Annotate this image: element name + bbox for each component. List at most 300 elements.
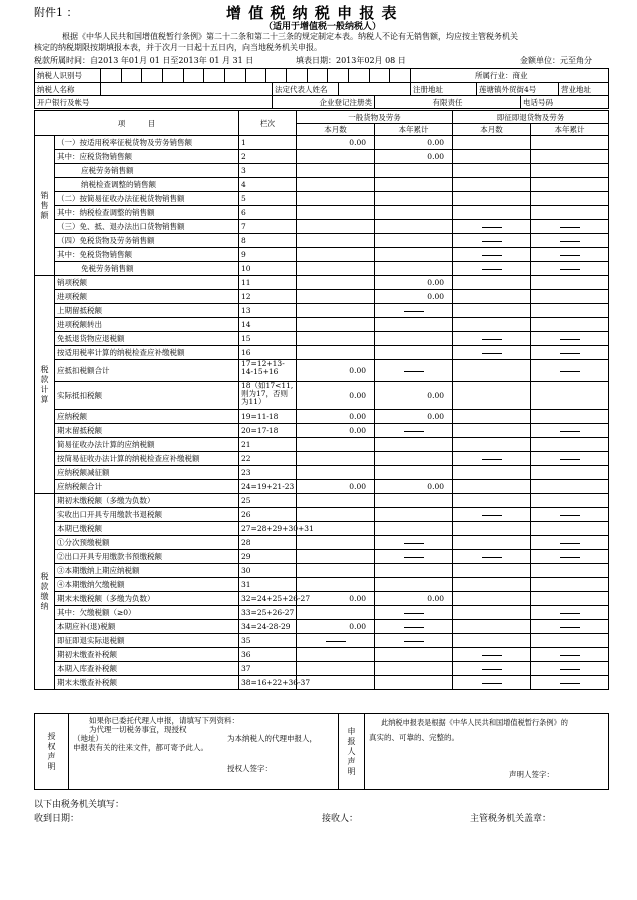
- row-column-number: 3: [239, 164, 297, 178]
- table-row: [35, 452, 609, 466]
- general-month-cell[interactable]: [297, 206, 375, 220]
- row-item-label: 期初未缴税额（多缴为负数）: [55, 494, 239, 508]
- instant-month-cell[interactable]: [453, 480, 531, 494]
- general-year-cell[interactable]: [375, 620, 453, 634]
- receiver-label: 接收人：: [322, 814, 359, 824]
- general-year-cell[interactable]: [375, 522, 453, 536]
- instant-year-cell[interactable]: [531, 136, 609, 150]
- tax-office-seal-label: 主管税务机关盖章：: [470, 814, 552, 824]
- table-row: [35, 676, 609, 690]
- general-month-cell[interactable]: [297, 318, 375, 332]
- row-item-label: 本期已缴税额: [55, 522, 239, 536]
- instant-month-cell[interactable]: [453, 424, 531, 438]
- fill-date: 填表日期：2013年02月 08 日: [296, 56, 406, 65]
- table-row: [35, 606, 609, 620]
- row-item-label: 其中：欠缴税额（≥0）: [55, 606, 239, 620]
- row-column-number: 8: [239, 234, 297, 248]
- row-column-number: 15: [239, 332, 297, 346]
- general-month-cell[interactable]: [297, 304, 375, 318]
- row-item-label: 免税劳务销售额: [55, 262, 239, 276]
- instant-year-cell[interactable]: [531, 304, 609, 318]
- not-applicable-dash: [560, 613, 580, 614]
- table-row: [35, 304, 609, 318]
- row-item-label: 简易征收办法计算的应纳税额: [55, 438, 239, 452]
- industry-label: 所属行业：商业: [411, 69, 609, 83]
- row-item-label: ①分次预缴税额: [55, 536, 239, 550]
- not-applicable-dash: [482, 269, 502, 270]
- instant-year-cell[interactable]: [531, 606, 609, 620]
- general-month-cell[interactable]: [297, 192, 375, 206]
- instant-year-cell[interactable]: [531, 522, 609, 536]
- instant-month-cell[interactable]: [453, 332, 531, 346]
- row-column-number: 9: [239, 248, 297, 262]
- instant-month-cell[interactable]: [453, 508, 531, 522]
- instant-refund-header: 即征即退货物及劳务: [453, 111, 609, 124]
- row-column-number: 35: [239, 634, 297, 648]
- row-column-number: 34=24-28-29: [239, 620, 297, 634]
- not-applicable-dash: [560, 543, 580, 544]
- general-year-cell[interactable]: [375, 606, 453, 620]
- intro-text-line2: 核定的纳税期限按期填报本表，并于次月一日起十五日内，向当地税务机关申报。: [34, 43, 322, 52]
- general-year-cell[interactable]: 0.00: [375, 136, 453, 150]
- not-applicable-dash: [560, 557, 580, 558]
- instant-month-cell[interactable]: [453, 248, 531, 262]
- general-year-cell[interactable]: [375, 164, 453, 178]
- instant-year-cell[interactable]: [531, 508, 609, 522]
- general-month-cell[interactable]: 0.00: [297, 410, 375, 424]
- not-applicable-dash: [560, 269, 580, 270]
- general-month-cell[interactable]: [297, 466, 375, 480]
- table-row: [35, 206, 609, 220]
- table-row: [35, 276, 609, 290]
- section-tax-payment: 税款缴纳: [35, 494, 55, 690]
- not-applicable-dash: [482, 557, 502, 558]
- row-column-number: 11: [239, 276, 297, 290]
- instant-year-cell[interactable]: [531, 346, 609, 360]
- instant-month-cell[interactable]: [453, 662, 531, 676]
- general-year-cell[interactable]: [375, 564, 453, 578]
- instant-month-cell[interactable]: [453, 620, 531, 634]
- general-month-cell[interactable]: [297, 606, 375, 620]
- instant-month-cell[interactable]: [453, 318, 531, 332]
- general-year-cell[interactable]: [375, 332, 453, 346]
- table-row: [35, 522, 609, 536]
- not-applicable-dash: [482, 459, 502, 460]
- row-column-number: 33=25+26-27: [239, 606, 297, 620]
- row-column-number: 2: [239, 150, 297, 164]
- general-year-header: 本年累计: [375, 124, 453, 136]
- row-column-number: 23: [239, 466, 297, 480]
- row-item-label: 期末未缴税额（多缴为负数）: [55, 592, 239, 606]
- instant-month-cell[interactable]: [453, 536, 531, 550]
- table-row: [35, 290, 609, 304]
- general-year-cell[interactable]: [375, 360, 453, 382]
- instant-year-cell[interactable]: [531, 192, 609, 206]
- row-item-label: 实际抵扣税额: [55, 382, 239, 410]
- tax-return-table: [34, 110, 609, 690]
- instant-month-cell[interactable]: [453, 452, 531, 466]
- general-year-cell[interactable]: 0.00: [375, 382, 453, 410]
- general-year-cell[interactable]: [375, 178, 453, 192]
- not-applicable-dash: [482, 655, 502, 656]
- row-item-label: 应纳税额减征额: [55, 466, 239, 480]
- general-month-cell[interactable]: 0.00: [297, 136, 375, 150]
- general-year-cell[interactable]: 0.00: [375, 290, 453, 304]
- instant-year-cell[interactable]: [531, 410, 609, 424]
- general-year-cell[interactable]: [375, 648, 453, 662]
- instant-month-cell[interactable]: [453, 466, 531, 480]
- instant-year-cell[interactable]: [531, 262, 609, 276]
- instant-year-cell[interactable]: [531, 620, 609, 634]
- not-applicable-dash: [560, 431, 580, 432]
- tax-office-note: 以下由税务机关填写：: [34, 800, 125, 810]
- general-goods-header: 一般货物及劳务: [297, 111, 453, 124]
- not-applicable-dash: [404, 641, 424, 642]
- instant-month-cell[interactable]: [453, 606, 531, 620]
- instant-month-header: 本月数: [453, 124, 531, 136]
- table-row: [35, 262, 609, 276]
- table-row: [35, 466, 609, 480]
- not-applicable-dash: [404, 311, 424, 312]
- general-month-cell[interactable]: 0.00: [297, 592, 375, 606]
- general-year-cell[interactable]: 0.00: [375, 410, 453, 424]
- row-column-number: 20=17-18: [239, 424, 297, 438]
- table-row: [35, 410, 609, 424]
- instant-month-cell[interactable]: [453, 150, 531, 164]
- instant-month-cell[interactable]: [453, 290, 531, 304]
- general-month-cell[interactable]: [297, 248, 375, 262]
- general-month-cell[interactable]: [297, 550, 375, 564]
- general-year-cell[interactable]: [375, 346, 453, 360]
- instant-year-cell[interactable]: [531, 564, 609, 578]
- row-item-label: 应抵扣税额合计: [55, 360, 239, 382]
- row-item-label: 进项税额: [55, 290, 239, 304]
- row-column-number: 31: [239, 578, 297, 592]
- instant-month-cell[interactable]: [453, 578, 531, 592]
- general-month-cell[interactable]: [297, 332, 375, 346]
- row-item-label: （二）按简易征收办法征税货物销售额: [55, 192, 239, 206]
- instant-year-cell[interactable]: [531, 178, 609, 192]
- table-row: [35, 192, 609, 206]
- general-month-cell[interactable]: 0.00: [297, 620, 375, 634]
- row-column-number: 22: [239, 452, 297, 466]
- general-year-cell[interactable]: [375, 676, 453, 690]
- table-row: [35, 382, 609, 410]
- general-year-cell[interactable]: [375, 304, 453, 318]
- instant-year-cell[interactable]: [531, 480, 609, 494]
- row-column-number: 17=12+13-14-15+16: [239, 360, 297, 382]
- general-year-cell[interactable]: [375, 634, 453, 648]
- instant-year-cell[interactable]: [531, 276, 609, 290]
- row-item-label: 应纳税额: [55, 410, 239, 424]
- general-year-cell[interactable]: [375, 220, 453, 234]
- row-column-number: 28: [239, 536, 297, 550]
- instant-month-cell[interactable]: [453, 494, 531, 508]
- general-year-cell[interactable]: 0.00: [375, 150, 453, 164]
- declarant-signature[interactable]: 声明人签字：: [509, 770, 554, 779]
- not-applicable-dash: [560, 353, 580, 354]
- instant-month-cell[interactable]: [453, 262, 531, 276]
- not-applicable-dash: [482, 255, 502, 256]
- row-column-number: 36: [239, 648, 297, 662]
- general-year-cell[interactable]: [375, 234, 453, 248]
- general-month-cell[interactable]: [297, 494, 375, 508]
- instant-year-cell[interactable]: [531, 494, 609, 508]
- reg-address-value[interactable]: 莲塘镇外贸街4号: [477, 83, 559, 96]
- general-month-cell[interactable]: 0.00: [297, 360, 375, 382]
- instant-month-cell[interactable]: [453, 164, 531, 178]
- general-year-cell[interactable]: [375, 662, 453, 676]
- general-year-cell[interactable]: [375, 262, 453, 276]
- general-month-cell[interactable]: [297, 438, 375, 452]
- instant-month-cell[interactable]: [453, 136, 531, 150]
- instant-year-cell[interactable]: [531, 452, 609, 466]
- row-item-label: ④本期缴纳欠缴税额: [55, 578, 239, 592]
- row-item-label: 销项税额: [55, 276, 239, 290]
- taxpayer-id-label: 纳税人识别号: [35, 69, 101, 83]
- not-applicable-dash: [482, 669, 502, 670]
- instant-year-cell[interactable]: [531, 360, 609, 382]
- row-column-number: 25: [239, 494, 297, 508]
- form-subtitle: （适用于增值税一般纳税人）: [264, 22, 382, 32]
- general-year-cell[interactable]: [375, 206, 453, 220]
- instant-month-cell[interactable]: [453, 304, 531, 318]
- table-row: [35, 178, 609, 192]
- row-column-number: 6: [239, 206, 297, 220]
- instant-month-cell[interactable]: [453, 564, 531, 578]
- not-applicable-dash: [482, 227, 502, 228]
- table-row: [35, 508, 609, 522]
- instant-year-cell[interactable]: [531, 550, 609, 564]
- general-month-cell[interactable]: [297, 262, 375, 276]
- general-month-cell[interactable]: [297, 662, 375, 676]
- general-year-cell[interactable]: [375, 536, 453, 550]
- instant-month-cell[interactable]: [453, 522, 531, 536]
- instant-year-cell[interactable]: [531, 290, 609, 304]
- table-row: [35, 550, 609, 564]
- general-month-cell[interactable]: [297, 178, 375, 192]
- general-year-cell[interactable]: [375, 578, 453, 592]
- row-item-label: 纳税检查调整的销售额: [55, 178, 239, 192]
- table-row: [35, 220, 609, 234]
- table-row: [35, 536, 609, 550]
- authorizer-signature[interactable]: 授权人签字：: [227, 764, 272, 773]
- authorization-label: 授权声明: [35, 714, 69, 790]
- table-row: [35, 648, 609, 662]
- instant-year-cell[interactable]: [531, 164, 609, 178]
- row-item-label: 本期应补(退)税额: [55, 620, 239, 634]
- general-month-cell[interactable]: [297, 346, 375, 360]
- table-row: [35, 234, 609, 248]
- instant-month-cell[interactable]: [453, 676, 531, 690]
- general-year-cell[interactable]: [375, 466, 453, 480]
- row-column-number: 10: [239, 262, 297, 276]
- instant-month-cell[interactable]: [453, 648, 531, 662]
- instant-year-cell[interactable]: [531, 382, 609, 410]
- general-month-cell[interactable]: [297, 536, 375, 550]
- general-month-cell[interactable]: [297, 452, 375, 466]
- bank-account-label: 开户银行及帐号: [35, 96, 273, 109]
- not-applicable-dash: [482, 241, 502, 242]
- general-month-cell[interactable]: [297, 220, 375, 234]
- table-row: [35, 494, 609, 508]
- table-row: [35, 360, 609, 382]
- legal-rep-field[interactable]: [339, 83, 411, 96]
- instant-month-cell[interactable]: [453, 592, 531, 606]
- instant-year-cell[interactable]: [531, 466, 609, 480]
- instant-year-cell[interactable]: [531, 234, 609, 248]
- row-column-number: 29: [239, 550, 297, 564]
- instant-year-cell[interactable]: [531, 662, 609, 676]
- row-column-number: 4: [239, 178, 297, 192]
- instant-year-cell[interactable]: [531, 206, 609, 220]
- general-month-cell[interactable]: [297, 164, 375, 178]
- general-month-cell[interactable]: [297, 564, 375, 578]
- table-row: [35, 438, 609, 452]
- general-year-cell[interactable]: [375, 438, 453, 452]
- general-month-cell[interactable]: 0.00: [297, 424, 375, 438]
- instant-month-cell[interactable]: [453, 634, 531, 648]
- row-column-number: 38=16+22+36-37: [239, 676, 297, 690]
- instant-month-cell[interactable]: [453, 382, 531, 410]
- general-month-cell[interactable]: 0.00: [297, 480, 375, 494]
- not-applicable-dash: [404, 543, 424, 544]
- row-item-label: 本期入库查补税额: [55, 662, 239, 676]
- general-year-cell[interactable]: [375, 550, 453, 564]
- table-row: [35, 150, 609, 164]
- general-month-cell[interactable]: [297, 648, 375, 662]
- instant-year-cell[interactable]: [531, 438, 609, 452]
- row-item-label: 进项税额转出: [55, 318, 239, 332]
- not-applicable-dash: [326, 641, 346, 642]
- declaration-line2: 真实的、可靠的、完整的。: [369, 733, 459, 742]
- instant-year-cell[interactable]: [531, 634, 609, 648]
- instant-year-cell[interactable]: [531, 248, 609, 262]
- not-applicable-dash: [560, 627, 580, 628]
- row-item-label: 期初未缴查补税额: [55, 648, 239, 662]
- general-month-cell[interactable]: [297, 150, 375, 164]
- row-item-label: 其中：纳税检查调整的销售额: [55, 206, 239, 220]
- not-applicable-dash: [560, 669, 580, 670]
- row-item-label: 期末未缴查补税额: [55, 676, 239, 690]
- declaration-table: [34, 713, 609, 790]
- general-month-cell[interactable]: [297, 634, 375, 648]
- row-column-number: 7: [239, 220, 297, 234]
- reg-type-label: 企业登记注册类: [273, 96, 375, 109]
- item-header: 项 目: [35, 111, 239, 136]
- instant-year-cell[interactable]: [531, 592, 609, 606]
- instant-year-cell[interactable]: [531, 424, 609, 438]
- general-year-cell[interactable]: [375, 424, 453, 438]
- taxpayer-name-field[interactable]: [101, 83, 273, 96]
- legal-rep-label: 法定代表人姓名: [273, 83, 339, 96]
- general-month-cell[interactable]: [297, 508, 375, 522]
- row-column-number: 21: [239, 438, 297, 452]
- instant-month-cell[interactable]: [453, 438, 531, 452]
- general-month-cell[interactable]: [297, 276, 375, 290]
- instant-year-cell[interactable]: [531, 318, 609, 332]
- instant-year-cell[interactable]: [531, 578, 609, 592]
- row-column-number: 5: [239, 192, 297, 206]
- not-applicable-dash: [482, 339, 502, 340]
- not-applicable-dash: [560, 459, 580, 460]
- instant-year-header: 本年累计: [531, 124, 609, 136]
- general-month-cell[interactable]: [297, 290, 375, 304]
- instant-month-cell[interactable]: [453, 276, 531, 290]
- instant-month-cell[interactable]: [453, 178, 531, 192]
- general-year-cell[interactable]: [375, 508, 453, 522]
- row-column-number: 19=11-18: [239, 410, 297, 424]
- not-applicable-dash: [482, 353, 502, 354]
- instant-month-cell[interactable]: [453, 192, 531, 206]
- general-year-cell[interactable]: [375, 494, 453, 508]
- instant-year-cell[interactable]: [531, 150, 609, 164]
- instant-month-cell[interactable]: [453, 360, 531, 382]
- row-item-label: 免抵退货物应退税额: [55, 332, 239, 346]
- general-year-cell[interactable]: [375, 192, 453, 206]
- row-item-label: 上期留抵税额: [55, 304, 239, 318]
- general-year-cell[interactable]: [375, 318, 453, 332]
- instant-month-cell[interactable]: [453, 346, 531, 360]
- general-month-cell[interactable]: 0.00: [297, 382, 375, 410]
- taxpayer-info-table: [34, 68, 609, 109]
- authorization-line2: 为代理一切税务事宜，现授权: [89, 725, 187, 734]
- instant-month-cell[interactable]: [453, 550, 531, 564]
- row-item-label: （一）按适用税率征税货物及劳务销售额: [55, 136, 239, 150]
- amount-unit: 金额单位：元至角分: [520, 56, 592, 65]
- general-month-cell[interactable]: [297, 234, 375, 248]
- row-column-number: 12: [239, 290, 297, 304]
- instant-year-cell[interactable]: [531, 676, 609, 690]
- instant-year-cell[interactable]: [531, 220, 609, 234]
- table-row: [35, 620, 609, 634]
- general-year-cell[interactable]: [375, 248, 453, 262]
- reg-type-value[interactable]: 有限责任: [375, 96, 521, 109]
- instant-month-cell[interactable]: [453, 206, 531, 220]
- general-year-cell[interactable]: [375, 452, 453, 466]
- row-item-label: 按适用税率计算的纳税检查应补缴税额: [55, 346, 239, 360]
- row-column-number: 24=19+21-23: [239, 480, 297, 494]
- row-column-number: 13: [239, 304, 297, 318]
- intro-text-line1: 根据《中华人民共和国增值税暂行条例》第二十二条和第二十三条的规定制定本表。纳税人不论有无销售额，均应按主管税务机关: [62, 32, 518, 41]
- instant-year-cell[interactable]: [531, 332, 609, 346]
- table-row: [35, 164, 609, 178]
- instant-month-cell[interactable]: [453, 410, 531, 424]
- row-column-number: 18（如17<11,则为17，否则为11）: [239, 382, 297, 410]
- instant-year-cell[interactable]: [531, 648, 609, 662]
- section-sales: 销售额: [35, 136, 55, 276]
- not-applicable-dash: [482, 683, 502, 684]
- general-year-cell[interactable]: 0.00: [375, 276, 453, 290]
- instant-month-cell[interactable]: [453, 234, 531, 248]
- taxpayer-name-label: 纳税人名称: [35, 83, 101, 96]
- row-item-label: 实收出口开具专用缴款书退税额: [55, 508, 239, 522]
- row-column-number: 37: [239, 662, 297, 676]
- row-column-number: 30: [239, 564, 297, 578]
- row-column-number: 14: [239, 318, 297, 332]
- table-row: [35, 136, 609, 150]
- general-month-cell[interactable]: [297, 578, 375, 592]
- general-year-cell[interactable]: 0.00: [375, 480, 453, 494]
- taxpayer-id-field[interactable]: [101, 69, 411, 83]
- instant-month-cell[interactable]: [453, 220, 531, 234]
- instant-year-cell[interactable]: [531, 536, 609, 550]
- not-applicable-dash: [560, 683, 580, 684]
- column-header: 栏次: [239, 111, 297, 136]
- general-year-cell[interactable]: 0.00: [375, 592, 453, 606]
- not-applicable-dash: [560, 227, 580, 228]
- not-applicable-dash: [560, 371, 580, 372]
